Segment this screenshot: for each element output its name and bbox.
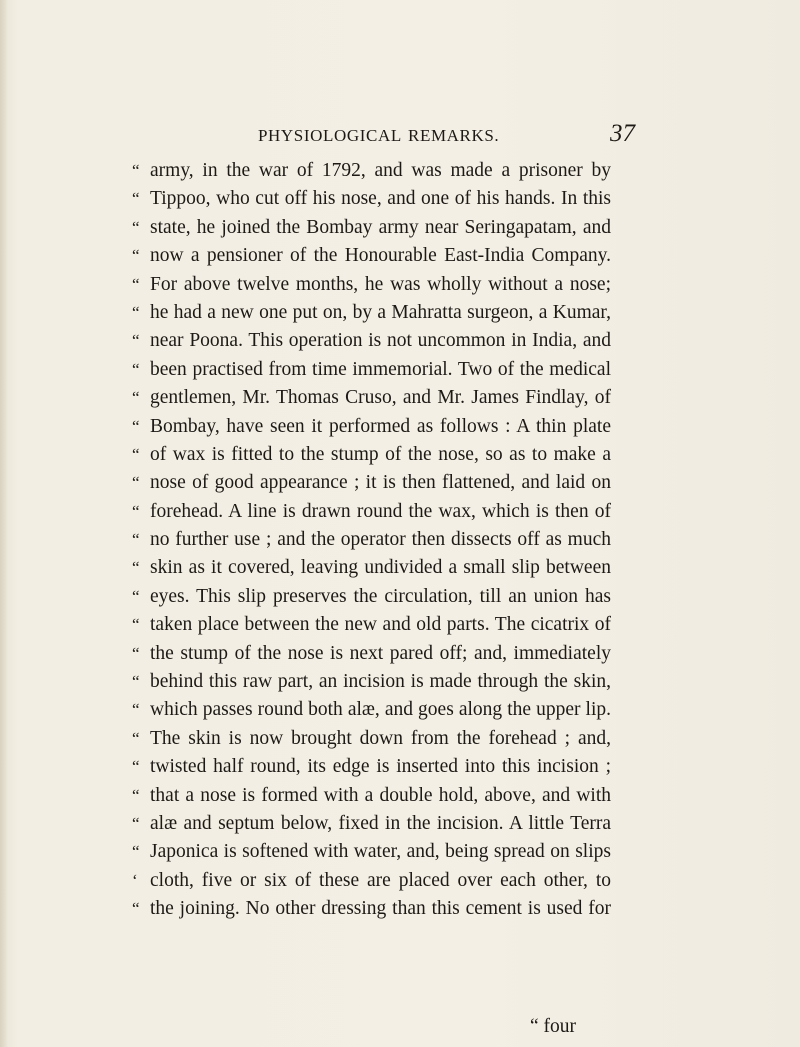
line-text: near Poona. This operation is not uncommon in India, and [150,330,611,352]
quote-mark: “ [132,359,140,379]
text-line [132,384,612,412]
quote-mark: “ [132,388,140,408]
quote-mark: “ [132,246,140,266]
body-text [132,157,612,924]
line-text: eyes. This slip preserves the circulation, till an union has [150,585,611,607]
running-head: PHYSIOLOGICAL REMARKS. [258,126,500,145]
quote-mark: ‘ [132,870,138,890]
text-line [132,895,612,923]
line-text: forehead. A line is drawn round the wax, which is then of [150,500,611,522]
quote-mark: “ [132,842,140,862]
line-text: Japonica is softened with water, and, being spread on slips [150,841,611,863]
text-line [132,668,612,696]
text-line [132,753,612,781]
text-line [132,810,612,838]
quote-mark: “ [132,615,140,635]
quote-mark: “ [132,728,140,748]
quote-mark: “ [132,700,140,720]
text-line [132,356,612,384]
text-line [132,696,612,724]
text-line [132,271,612,299]
page-number: 37 [610,120,635,147]
quote-mark: “ [132,501,140,521]
line-text: army, in the war of 1792, and was made a prisoner by [150,160,611,181]
text-line [132,526,612,554]
quote-mark: “ [132,672,140,692]
line-text: been practised from time immemorial. Two of the medical [150,358,611,380]
text-line [132,611,612,639]
line-text: skin as it covered, leaving undivided a small slip between [150,557,611,579]
quote-mark: “ [132,302,140,322]
line-text: no further use ; and the operator then dissects off as much [150,529,611,551]
line-text: twisted half round, its edge is inserted into this incision ; [150,756,611,778]
page-binding-shadow [0,0,8,1047]
quote-mark: “ [132,785,140,805]
line-text: cloth, five or six of these are placed over each other, to [150,869,611,891]
text-line [132,157,612,185]
quote-mark: “ [132,161,140,180]
line-text: nose of good appearance ; it is then flattened, and laid on [150,472,611,494]
quote-mark: “ [132,217,140,237]
text-line [132,441,612,469]
quote-mark: “ [132,189,140,209]
line-text: now a pensioner of the Honourable East-India Company. [150,245,611,267]
text-line [132,214,612,242]
line-text: of wax is fitted to the stump of the nose, so as to make a [150,443,611,465]
line-text: Bombay, have seen it performed as follows : A thin plate [150,415,611,437]
quote-mark: “ [132,643,140,663]
quote-mark: “ [132,813,140,833]
line-text: state, he joined the Bombay army near Seringapatam, and [150,216,611,238]
line-text: he had a new one put on, by a Mahratta surgeon, a Kumar, [150,301,611,323]
line-text: gentlemen, Mr. Thomas Cruso, and Mr. James Findlay, of [150,387,611,409]
line-text: behind this raw part, an incision is made through the skin, [150,671,611,693]
text-line [132,782,612,810]
line-text: alæ and septum below, fixed in the incision. A little Terra [150,812,611,834]
quote-mark: “ [132,416,140,436]
text-line [132,299,612,327]
quote-mark: “ [132,331,140,351]
text-line [132,413,612,441]
line-text: that a nose is formed with a double hold, above, and with [150,784,611,806]
text-line [132,640,612,668]
text-line [132,498,612,526]
quote-mark: “ [132,757,140,777]
line-text: taken place between the new and old parts. The cicatrix of [150,614,611,636]
line-text: The skin is now brought down from the forehead ; and, [150,727,611,749]
quote-mark: “ [132,473,140,493]
text-line [132,554,612,582]
quote-mark: “ [132,558,140,578]
page-header [0,120,800,150]
text-line [132,185,612,213]
line-text: the stump of the nose is next pared off; and, immediately [150,642,611,664]
catchword: “ four [530,1016,577,1037]
text-line [132,327,612,355]
text-line [132,242,612,270]
quote-mark: “ [132,530,140,550]
quote-mark: “ [132,586,140,606]
text-line [132,469,612,497]
line-text: which passes round both alæ, and goes along the upper lip. [150,699,611,721]
text-line [132,583,612,611]
line-text: Tippoo, who cut off his nose, and one of his hands. In this [150,188,611,210]
text-line [132,867,612,895]
quote-mark: “ [132,274,140,294]
text-line [132,838,612,866]
quote-mark: “ [132,899,140,919]
text-line [132,725,612,753]
line-text: the joining. No other dressing than this cement is used for [150,898,611,920]
quote-mark: “ [132,444,140,464]
line-text: For above twelve months, he was wholly without a nose; [150,273,611,295]
